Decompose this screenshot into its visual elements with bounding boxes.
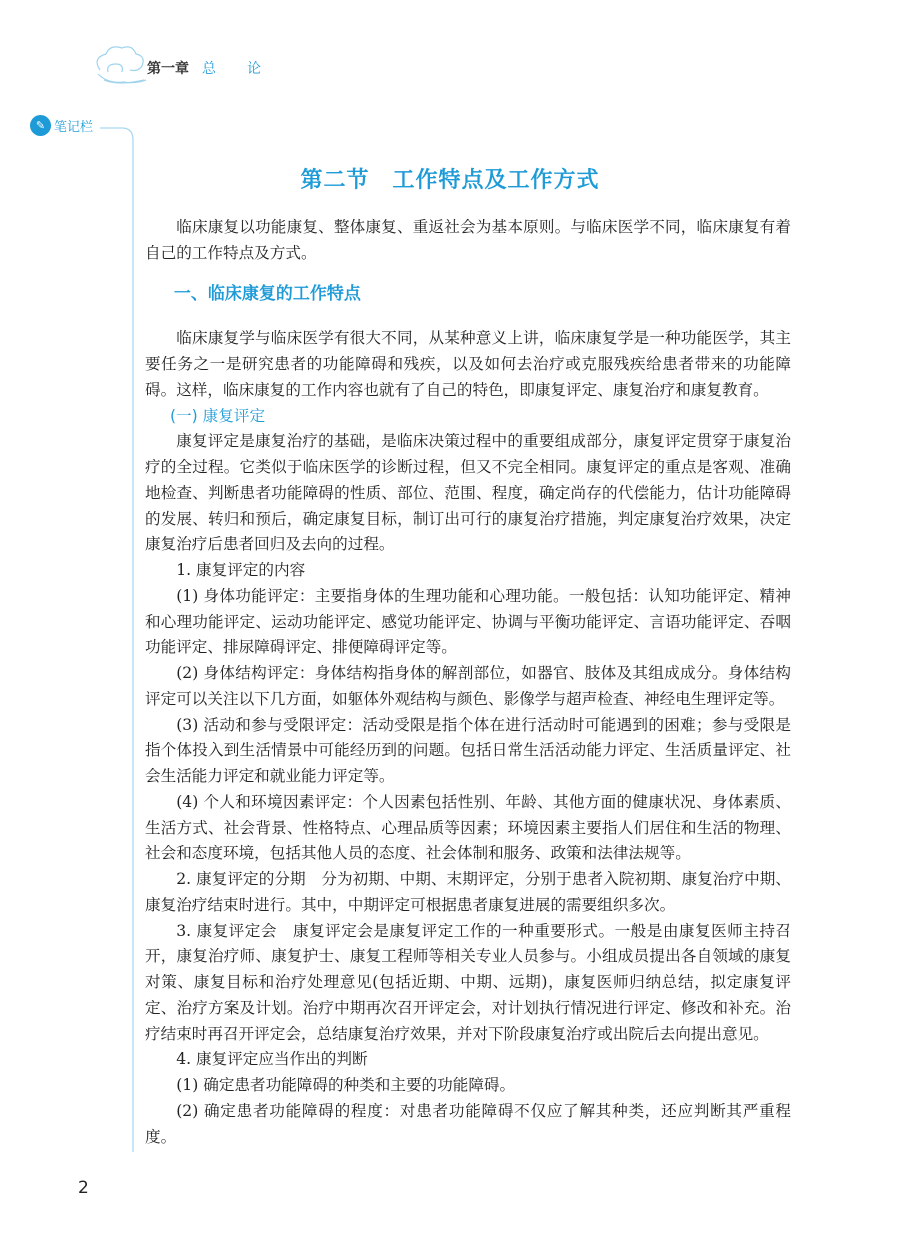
paragraph: 2. 康复评定的分期 分为初期、中期、末期评定，分别于患者入院初期、康复治疗中期、康复治疗结束时进行。其中，中期评定可根据患者康复进展的需要组织多次。 xyxy=(145,870,791,914)
chapter-number: 第一章 xyxy=(147,61,189,77)
paragraph: 4. 康复评定应当作出的判断 xyxy=(176,1050,368,1069)
section-title: 第二节 工作特点及工作方式 xyxy=(300,168,600,193)
paragraph: 康复评定是康复治疗的基础，是临床决策过程中的重要组成部分，康复评定贯穿于康复治疗的全过程。它类似于临床医学的诊断过程，但又不完全相同。康复评定的重点是客观、准确地检查、判断患者功能障碍的性质、部位、范围、程度，确定尚存的代偿能力，估计功能障碍的发展、转归和预后，确定康复目标，制订出可行的康复治疗措施，判定康复治疗效果，决定康复治疗后患者回归及去向的过程。 xyxy=(145,432,791,554)
paragraph: 临床康复以功能康复、整体康复、重返社会为基本原则。与临床医学不同，临床康复有着自己的工作特点及方式。 xyxy=(145,218,791,262)
paragraph: (2) 确定患者功能障碍的程度：对患者功能障碍不仅应了解其种类，还应判断其严重程度。 xyxy=(145,1101,791,1146)
paragraph: (2) 身体结构评定：身体结构指身体的解剖部位，如器官、肢体及其组成成分。身体结构评定可以关注以下几方面，如躯体外观结构与颜色、影像学与超声检查、神经电生理评定等。 xyxy=(145,664,791,708)
notepad-pen-icon: ✎ xyxy=(30,115,51,136)
cloud-ornament-icon xyxy=(97,47,146,83)
paragraph: 1. 康复评定的内容 xyxy=(176,561,306,579)
chapter-title-part2: 论 xyxy=(247,61,261,77)
notes-label: 笔记栏 xyxy=(54,120,94,135)
chapter-title-part1: 总 xyxy=(202,61,216,77)
paragraph: (3) 活动和参与受限评定：活动受限是指个体在进行活动时可能遇到的困难；参与受限是指个体投入到生活情景中可能经历到的问题。包括日常生活活动能力评定、生活质量评定、社会生活能力评定和就业能力评定等。 xyxy=(145,715,791,785)
subsection-heading: 一、临床康复的工作特点 xyxy=(173,283,361,304)
page-number: 2 xyxy=(78,1178,89,1198)
paragraph: 3. 康复评定会 康复评定会是康复评定工作的一种重要形式。一般是由康复医师主持召开，康复治疗师、康复护士、康复工程师等相关专业人员参与。小组成员提出各自领域的康复对策、康复目标和治疗处理意见(包括近期、中期、远期)，康复医师归纳总结，拟定康复评定、治疗方案及计划。治疗中期再次召开评定会，对计划执行情况进行评定、修改和补充。治疗结束时再召开评定会，总结康复治疗效果，并对下阶段康复治疗或出院后去向提出意见。 xyxy=(145,921,791,1043)
paragraph: 临床康复学与临床医学有很大不同，从某种意义上讲，临床康复学是一种功能医学，其主要任务之一是研究患者的功能障碍和残疾，以及如何去治疗或克服残疾给患者带来的功能障碍。这样，临床康复的工作内容也就有了自己的特色，即康复评定、康复治疗和康复教育。 xyxy=(145,329,791,399)
sub-subsection-heading: (一) 康复评定 xyxy=(169,406,266,425)
body-text xyxy=(145,215,791,1150)
notes-column-label xyxy=(30,115,93,136)
paragraph: (1) 确定患者功能障碍的种类和主要的功能障碍。 xyxy=(176,1076,516,1094)
paragraph: (4) 个人和环境因素评定：个人因素包括性别、年龄、其他方面的健康状况、身体素质、生活方式、社会背景、性格特点、心理品质等因素；环境因素主要指人们居住和生活的物理、社会和态度环境，包括其他人员的态度、社会体制和服务、政策和法律法规等。 xyxy=(145,792,791,863)
paragraph: (1) 身体功能评定：主要指身体的生理功能和心理功能。一般包括：认知功能评定、精神和心理功能评定、运动功能评定、感觉功能评定、协调与平衡功能评定、言语功能评定、吞咽功能评定、排尿障碍评定、排便障碍评定等。 xyxy=(145,586,791,657)
